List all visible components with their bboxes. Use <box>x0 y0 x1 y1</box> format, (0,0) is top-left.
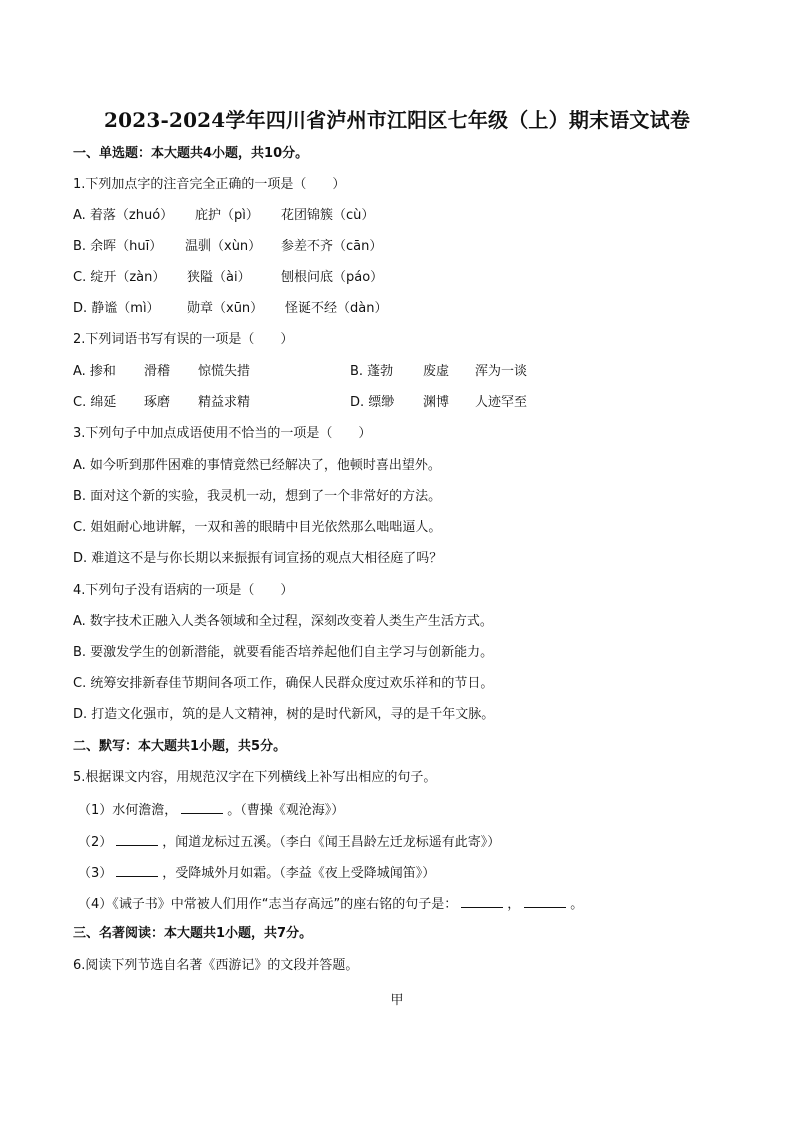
option-part: 刨根问底（páo） <box>281 270 384 285</box>
option-part: B. 余晖（huī） <box>73 239 163 254</box>
option-part: 渊博 <box>423 395 450 410</box>
section-heading-1: 一、单选题：本大题共4小题，共10分。 <box>73 146 309 161</box>
option-part: 花团锦簇（cù） <box>281 208 375 223</box>
option-part: C. 绵延 <box>73 395 117 410</box>
question-3-option-d: D. 难道这不是与你长期以来振振有词宣扬的观点大相径庭了吗？ <box>73 551 443 566</box>
answer-blank[interactable] <box>181 801 223 814</box>
option-part: A. 掺和 <box>73 364 116 379</box>
question-2-stem: 2.下列词语书写有误的一项是（ ） <box>73 332 294 347</box>
question-1-option-a <box>73 208 374 224</box>
option-part: 勋章（xūn） <box>187 301 264 316</box>
option-part: 废虚 <box>423 364 450 379</box>
item-text: （4）《诫子书》中常被人们用作“志当存高远”的座右铭的句子是： <box>78 897 458 912</box>
answer-blank[interactable] <box>461 895 503 908</box>
option-part: D. 静谧（mì） <box>73 301 160 316</box>
option-part: A. 着落（zhuó） <box>73 208 174 223</box>
page-title: 2023-2024学年四川省泸州市江阳区七年级（上）期末语文试卷 <box>103 108 691 132</box>
question-1-option-b <box>73 239 382 255</box>
question-1-stem: 1.下列加点字的注音完全正确的一项是（ ） <box>73 177 346 192</box>
answer-blank[interactable] <box>524 895 566 908</box>
question-5-item-4 <box>78 895 583 913</box>
question-1-option-c <box>73 270 383 286</box>
question-4-option-c: C. 统筹安排新春佳节期间各项工作，确保人民群众度过欢乐祥和的节日。 <box>73 676 494 691</box>
option-part: 精益求精 <box>198 395 251 410</box>
question-2-row-2 <box>73 395 733 411</box>
question-2-row-1 <box>73 364 733 380</box>
question-1-option-d <box>73 301 387 317</box>
item-text: （1）水何澹澹， <box>78 803 178 818</box>
option-part: 狭隘（ài） <box>187 270 251 285</box>
item-text: ，受降城外月如霜。（李益《夜上受降城闻笛》） <box>162 866 436 881</box>
question-5-item-3 <box>78 864 435 882</box>
option-part: 怪诞不经（dàn） <box>285 301 388 316</box>
question-5-item-2 <box>78 833 500 851</box>
option-part: 琢磨 <box>144 395 171 410</box>
item-text: （2） <box>78 835 113 850</box>
question-3-option-b: B. 面对这个新的实验，我灵机一动，想到了一个非常好的方法。 <box>73 489 442 504</box>
question-5-item-1 <box>78 801 344 819</box>
item-text: （3） <box>78 866 113 881</box>
question-3-option-c: C. 姐姐耐心地讲解，一双和善的眼睛中目光依然那么咄咄逼人。 <box>73 520 442 535</box>
option-part: 人迹罕至 <box>475 395 528 410</box>
section-heading-3: 三、名著阅读：本大题共1小题，共7分。 <box>73 926 313 941</box>
item-text: 。 <box>570 897 584 912</box>
option-part: 温驯（xùn） <box>185 239 262 254</box>
answer-blank[interactable] <box>116 833 158 846</box>
option-part: 庇护（pì） <box>195 208 259 223</box>
option-part: C. 绽开（zàn） <box>73 270 166 285</box>
answer-blank[interactable] <box>116 864 158 877</box>
question-4-option-d: D. 打造文化强市，筑的是人文精神，树的是时代新风，寻的是千年文脉。 <box>73 707 495 722</box>
question-6-stem: 6.阅读下列节选自名著《西游记》的文段并答题。 <box>73 958 359 973</box>
question-4-stem: 4.下列句子没有语病的一项是（ ） <box>73 583 294 598</box>
item-text: 。（曹操《观沧海》） <box>227 803 345 818</box>
question-4-option-a: A. 数字技术正融入人类各领域和全过程，深刻改变着人类生产生活方式。 <box>73 614 493 629</box>
option-part: B. 蓬勃 <box>350 364 394 379</box>
item-text: ，闻道龙标过五溪。（李白《闻王昌龄左迁龙标遥有此寄》） <box>162 835 501 850</box>
item-text: ， <box>507 897 521 912</box>
passage-label: 甲 <box>390 993 404 1008</box>
question-4-option-b: B. 要激发学生的创新潜能，就要看能否培养起他们自主学习与创新能力。 <box>73 645 494 660</box>
option-part: D. 缥缈 <box>350 395 395 410</box>
question-3-stem: 3.下列句子中加点成语使用不恰当的一项是（ ） <box>73 426 372 441</box>
option-part: 滑稽 <box>144 364 171 379</box>
option-part: 参差不齐（cān） <box>281 239 383 254</box>
option-part: 浑为一谈 <box>475 364 528 379</box>
section-heading-2: 二、默写：本大题共1小题，共5分。 <box>73 739 287 754</box>
option-part: 惊慌失措 <box>198 364 251 379</box>
question-3-option-a: A. 如今听到那件困难的事情竟然已经解决了，他顿时喜出望外。 <box>73 458 441 473</box>
question-5-stem: 5.根据课文内容，用规范汉字在下列横线上补写出相应的句子。 <box>73 770 437 785</box>
